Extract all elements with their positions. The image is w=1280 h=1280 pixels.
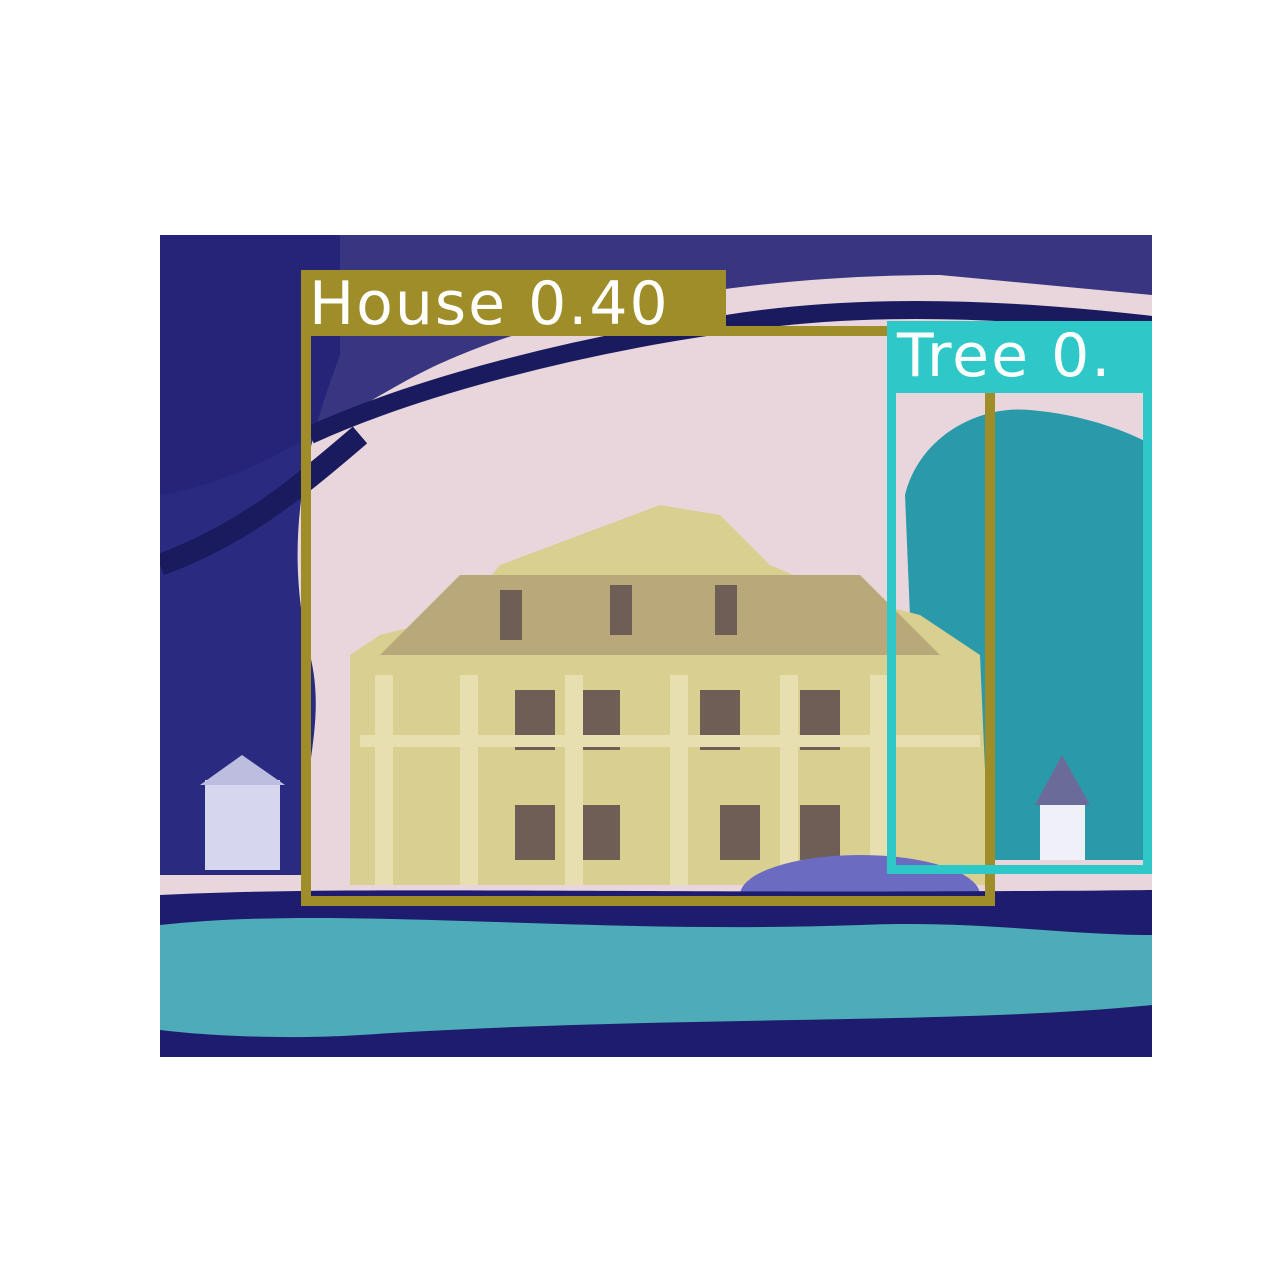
tree-label: Tree 0. (887, 321, 1152, 387)
outbuilding-left (205, 780, 280, 870)
tree-bounding-box (887, 384, 1152, 874)
house-label: House 0.40 (301, 270, 726, 332)
detection-image (160, 235, 1152, 1057)
